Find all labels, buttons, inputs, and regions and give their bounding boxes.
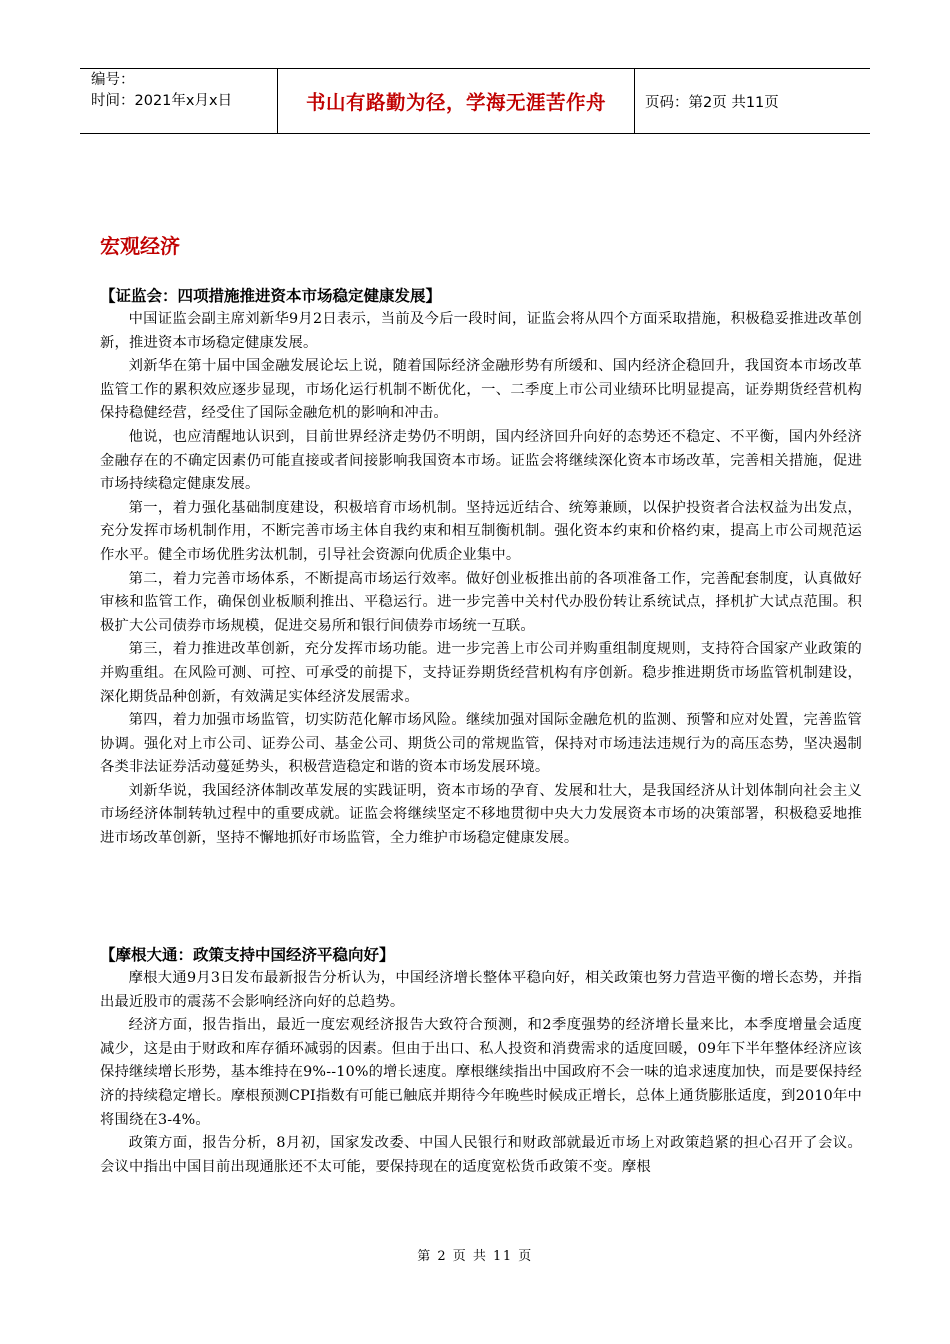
article-paragraph: 第四，着力加强市场监管，切实防范化解市场风险。继续加强对国际金融危机的监测、预警和应对处置，完善监管协调。强化对上市公司、证券公司、基金公司、期货公司的常规监管，保持对市场违法违规行为的高压态势，坚决遏制各类非法证券活动蔓延势头，积极营造稳定和谐的资本市场发展环境。	[100, 712, 862, 776]
header-motto: 书山有路勤为径，学海无涯苦作舟	[278, 69, 635, 133]
article-paragraph: 摩根大通9月3日发布最新报告分析认为，中国经济增长整体平稳向好，相关政策也努力营造平衡的增长态势，并指出最近股市的震荡不会影响经济向好的总趋势。	[100, 970, 862, 1010]
article-jpmorgan	[100, 943, 862, 1179]
article-paragraph: 中国证监会副主席刘新华9月2日表示，当前及今后一段时间，证监会将从四个方面采取措施，积极稳妥推进改革创新，推进资本市场稳定健康发展。	[100, 311, 862, 351]
article-paragraph: 第二，着力完善市场体系，不断提高市场运行效率。做好创业板推出前的各项准备工作，完善配套制度，认真做好审核和监管工作，确保创业板顺利推出、平稳运行。进一步完善中关村代办股份转让系统试点，择机扩大试点范围。积极扩大公司债券市场规模，促进交易所和银行间债券市场统一互联。	[100, 570, 862, 634]
article-paragraph: 他说，也应清醒地认识到，目前世界经济走势仍不明朗，国内经济回升向好的态势还不稳定、不平衡，国内外经济金融存在的不确定因素仍可能直接或者间接影响我国资本市场。证监会将继续深化资本市场改革，完善相关措施，促进市场持续稳定健康发展。	[100, 428, 862, 493]
section-title: 宏观经济	[100, 234, 180, 258]
page-header	[80, 68, 870, 134]
header-page-number: 页码：第2页 共11页	[645, 94, 779, 111]
header-meta	[80, 69, 278, 133]
article-paragraph: 第一，着力强化基础制度建设，积极培育市场机制。坚持远近结合、统筹兼顾，以保护投资者合法权益为出发点，充分发挥市场机制作用，不断完善市场主体自我约束和相互制衡机制。强化资本约束和价格约束，提高上市公司规范运作水平。健全市场优胜劣汰机制，引导社会资源向优质企业集中。	[100, 499, 862, 563]
article-paragraph: 第三，着力推进改革创新，充分发挥市场功能。进一步完善上市公司并购重组制度规则，支持符合国家产业政策的并购重组。在风险可测、可控、可承受的前提下，支持证券期货经营机构有序创新。稳步推进期货市场监管机制建设，深化期货品种创新，有效满足实体经济发展需求。	[100, 641, 862, 705]
article-paragraph: 经济方面，报告指出，最近一度宏观经济报告大致符合预测，和2季度强势的经济增长量来比，本季度增量会适度减少，这是由于财政和库存循环减弱的因素。但由于出口、私人投资和消费需求的适度回暖，09年下半年整体经济应该保持继续增长形势，基本维持在9%--10%的增长速度。摩根继续指出中国政府不会一味的追求速度加快，而是要保持经济的持续稳定增长。摩根预测CPI指数有可能已触底并期待今年晚些时候成正增长，总体上通货膨胀适度，到2010年中将围绕在3-4%。	[100, 1017, 862, 1128]
article-title: 【证监会：四项措施推进资本市场稳定健康发展】	[100, 287, 442, 305]
page-footer: 第 2 页 共 11 页	[417, 1249, 533, 1264]
article-paragraph: 政策方面，报告分析，8月初，国家发改委、中国人民银行和财政部就最近市场上对政策趋紧的担心召开了会议。会议中指出中国目前出现通胀还不太可能，要保持现在的适度宽松货币政策不变。摩根	[100, 1135, 862, 1175]
article-title: 【摩根大通：政策支持中国经济平稳向好】	[100, 946, 395, 964]
article-csrc	[100, 284, 862, 851]
document-date-label: 时间：2021年x月x日	[91, 93, 233, 109]
article-paragraph: 刘新华在第十届中国金融发展论坛上说，随着国际经济金融形势有所缓和、国内经济企稳回升，我国资本市场改革监管工作的累积效应逐步显现，市场化运行机制不断优化，一、二季度上市公司业绩环比明显提高，证券期货经营机构保持稳健经营，经受住了国际金融危机的影响和冲击。	[100, 358, 862, 422]
article-paragraph: 刘新华说，我国经济体制改革发展的实践证明，资本市场的孕育、发展和壮大，是我国经济从计划体制向社会主义市场经济体制转轨过程中的重要成就。证监会将继续坚定不移地贯彻中央大力发展资本市场的决策部署，积极稳妥地推进市场改革创新，坚持不懈地抓好市场监管，全力维护市场稳定健康发展。	[100, 782, 862, 847]
document-number-label: 编号：	[91, 72, 135, 88]
